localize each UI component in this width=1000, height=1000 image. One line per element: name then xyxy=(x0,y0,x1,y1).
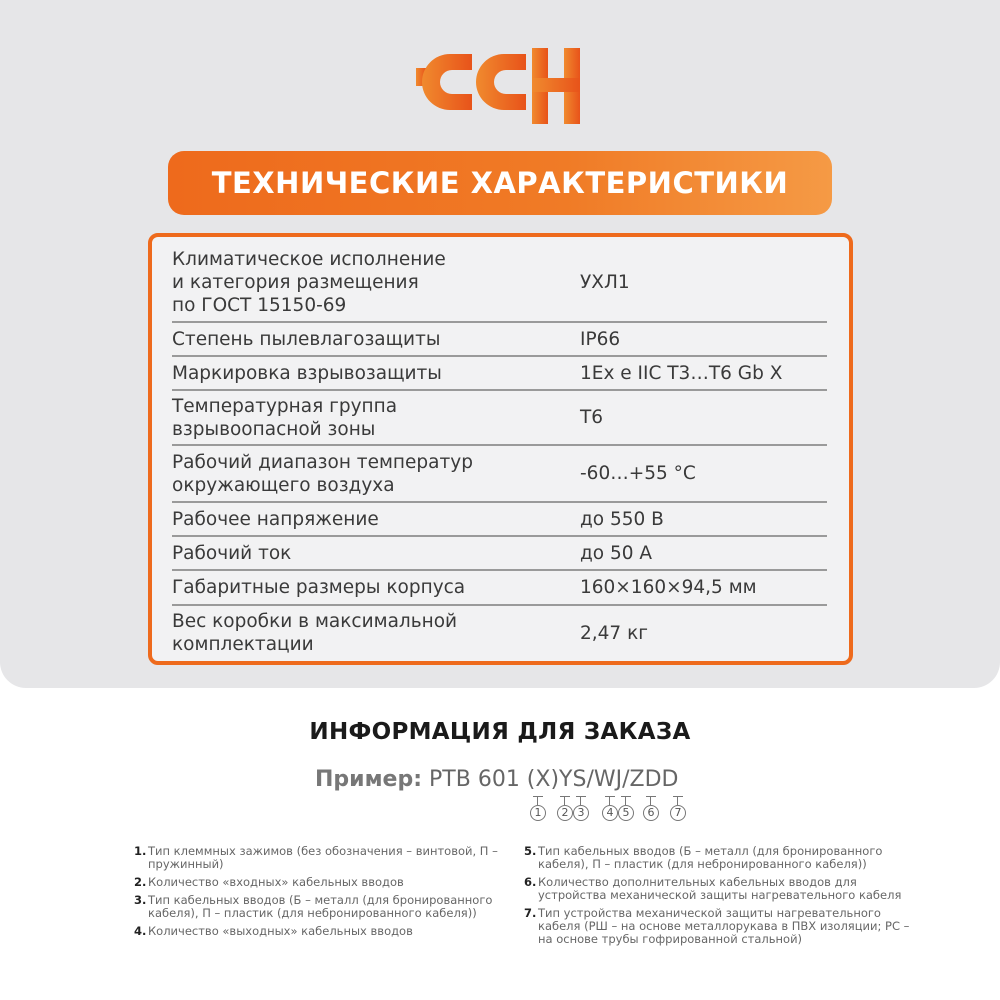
spec-name: Климатическое исполнение и категория размещения по ГОСТ 15150-69 xyxy=(172,248,446,316)
spec-row xyxy=(172,606,827,660)
spec-name: Температурная группа взрывоопасной зоны xyxy=(172,395,398,440)
note-item xyxy=(524,876,914,902)
spec-value: -60…+55 °C xyxy=(580,463,696,484)
marker-number: 3 xyxy=(573,805,589,821)
spec-row xyxy=(172,537,827,571)
spec-name: Рабочее напряжение xyxy=(172,508,379,530)
spec-row xyxy=(172,391,827,446)
spec-value: 1Ex e IIC T3…T6 Gb X xyxy=(580,362,783,384)
note-text: Количество «выходных» кабельных вводов xyxy=(148,924,413,938)
order-example xyxy=(315,767,678,797)
order-title: ИНФОРМАЦИЯ ДЛЯ ЗАКАЗА xyxy=(309,719,691,745)
note-text: Тип кабельных вводов (Б – металл (для бронированного кабеля), П – пластик (для небронированного кабеля)) xyxy=(148,893,493,920)
note-number: 6. xyxy=(524,875,537,889)
spec-value: 160×160×94,5 мм xyxy=(580,577,757,598)
note-number: 3. xyxy=(134,893,147,907)
notes-left xyxy=(134,845,504,943)
spec-name: Габаритные размеры корпуса xyxy=(172,577,466,598)
example-code: PTB 601 (X)YS/WJ/ZDD xyxy=(429,767,679,792)
spec-value: T6 xyxy=(580,407,604,428)
specs-table xyxy=(148,233,853,665)
spec-row xyxy=(172,446,827,503)
note-item xyxy=(134,876,504,889)
code-markers xyxy=(0,796,1000,826)
note-item xyxy=(134,925,504,938)
spec-name: Рабочий ток xyxy=(172,542,292,564)
marker-number: 7 xyxy=(670,805,686,821)
note-text: Тип устройства механической защиты нагревательного кабеля (РШ – на основе металлорукава в ПВХ изоляции; РС – на основе трубы гофрированной стальной) xyxy=(538,906,910,946)
marker-number: 2 xyxy=(557,805,573,821)
marker-number: 6 xyxy=(643,805,659,821)
spec-row xyxy=(172,571,827,606)
spec-row xyxy=(172,357,827,391)
specs-title: ТЕХНИЧЕСКИЕ ХАРАКТЕРИСТИКИ xyxy=(211,166,789,200)
note-text: Тип клеммных зажимов (без обозначения – винтовой, П – пружинный) xyxy=(148,844,498,871)
note-number: 7. xyxy=(524,906,537,920)
marker-number: 5 xyxy=(618,805,634,821)
cci-logo-icon xyxy=(414,38,586,128)
spec-value: до 50 А xyxy=(580,542,653,564)
spec-row xyxy=(172,323,827,357)
example-label: Пример: xyxy=(315,767,423,792)
spec-row xyxy=(172,503,827,537)
marker-number: 1 xyxy=(530,805,546,821)
notes-right xyxy=(524,845,914,951)
note-text: Количество «входных» кабельных вводов xyxy=(148,875,404,889)
note-item xyxy=(134,894,504,920)
note-text: Тип кабельных вводов (Б – металл (для бронированного кабеля), П – пластик (для небронированного кабеля)) xyxy=(538,844,883,871)
spec-name: Рабочий диапазон температур окружающего воздуха xyxy=(172,451,473,496)
specs-banner xyxy=(168,151,832,215)
note-number: 4. xyxy=(134,924,147,938)
note-number: 1. xyxy=(134,844,147,858)
spec-value: УХЛ1 xyxy=(580,271,630,293)
marker-number: 4 xyxy=(602,805,618,821)
note-item xyxy=(134,845,504,871)
spec-name: Маркировка взрывозащиты xyxy=(172,362,442,384)
spec-name: Степень пылевлагозащиты xyxy=(172,328,441,350)
note-number: 5. xyxy=(524,844,537,858)
note-item xyxy=(524,845,914,871)
spec-name: Вес коробки в максимальной комплектации xyxy=(172,611,458,655)
note-number: 2. xyxy=(134,875,147,889)
spec-value: 2,47 кг xyxy=(580,622,648,644)
spec-value: до 550 В xyxy=(580,508,664,530)
note-item xyxy=(524,907,914,946)
spec-value: IP66 xyxy=(580,328,621,350)
spec-row xyxy=(172,243,827,323)
note-text: Количество дополнительных кабельных вводов для устройства механической защиты нагревательного кабеля xyxy=(538,875,902,902)
